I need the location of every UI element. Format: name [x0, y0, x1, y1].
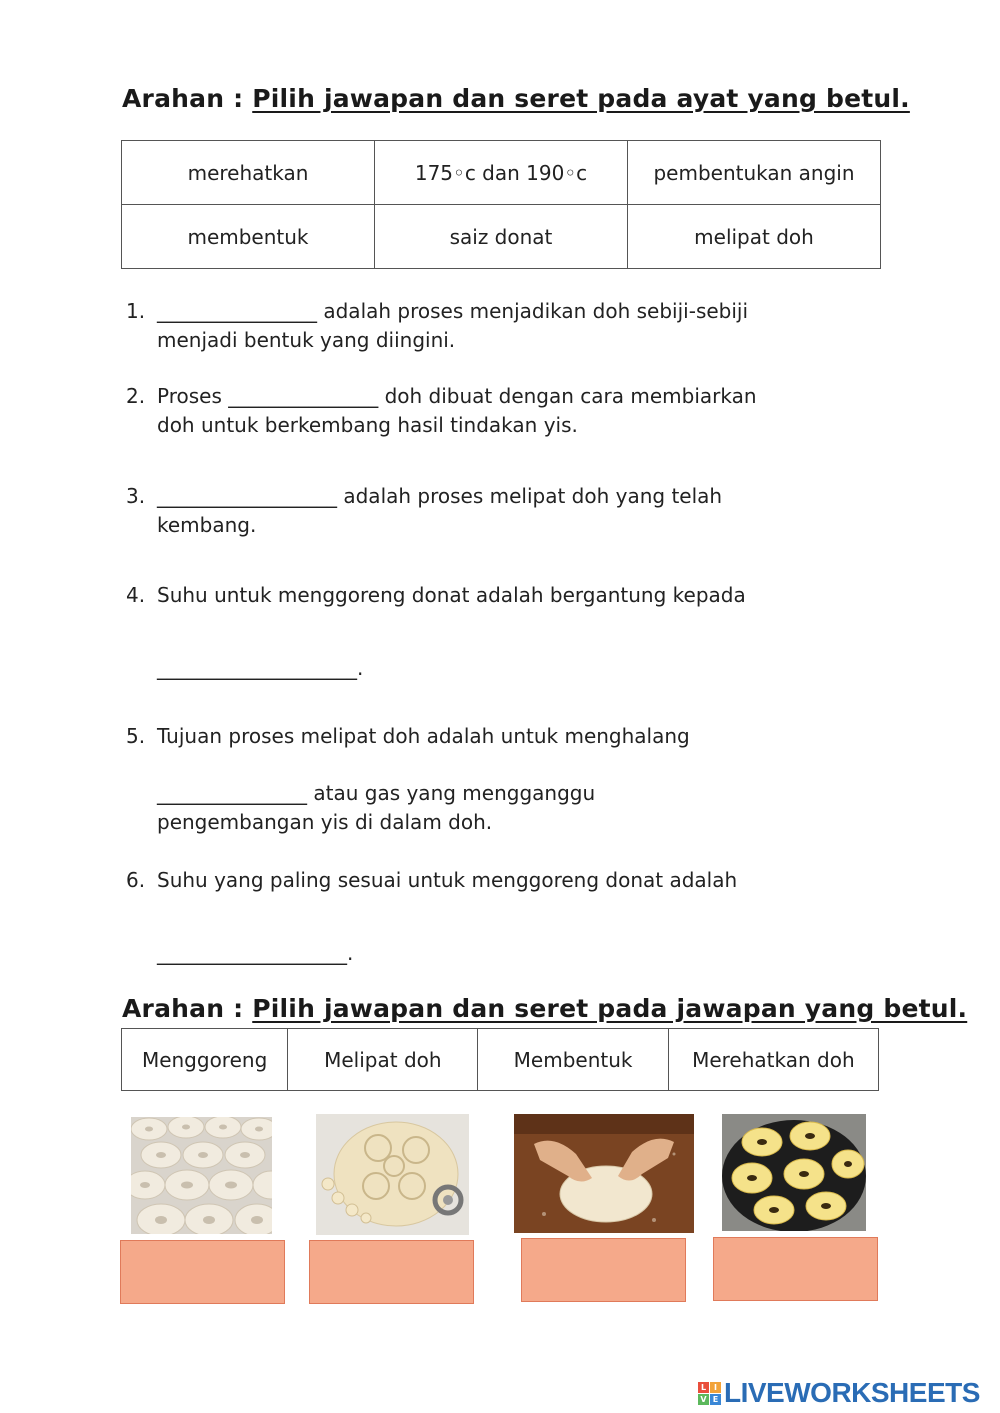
- question-text: Tujuan proses melipat doh adalah untuk menghalang: [157, 724, 690, 748]
- word-bank-2: [121, 1028, 879, 1091]
- word-chip[interactable]: Menggoreng: [122, 1029, 288, 1091]
- question-number: 1.: [126, 299, 146, 323]
- section2-instruction: [122, 994, 967, 1023]
- cut-donut-image: [316, 1114, 469, 1235]
- question-2: [126, 382, 866, 440]
- question-text: doh untuk berkembang hasil tindakan yis.: [157, 413, 578, 437]
- word-chip[interactable]: Membentuk: [478, 1029, 668, 1091]
- frying-donuts-image: [722, 1114, 866, 1231]
- logo-mark-icon: [698, 1382, 721, 1405]
- answer-blank[interactable]: ___________________.: [157, 941, 354, 965]
- logo-mark-letter: V: [698, 1394, 709, 1405]
- word-chip[interactable]: melipat doh: [628, 205, 881, 269]
- question-3: [126, 482, 866, 540]
- question-number: 2.: [126, 384, 146, 408]
- question-text: kembang.: [157, 513, 257, 537]
- word-chip[interactable]: Melipat doh: [288, 1029, 478, 1091]
- question-5: [126, 722, 866, 837]
- liveworksheets-logo: [698, 1377, 980, 1409]
- question-number: 3.: [126, 484, 146, 508]
- instruction-label: Arahan :: [122, 994, 244, 1023]
- word-chip[interactable]: saiz donat: [375, 205, 628, 269]
- question-text[interactable]: __________________ adalah proses melipat doh yang telah: [157, 484, 723, 508]
- drop-zone-2[interactable]: [309, 1240, 474, 1304]
- question-6: [126, 866, 866, 968]
- logo-mark-letter: E: [710, 1394, 721, 1405]
- drop-zone-3[interactable]: [521, 1238, 686, 1302]
- word-chip[interactable]: pembentukan angin: [628, 141, 881, 205]
- word-chip[interactable]: membentuk: [122, 205, 375, 269]
- word-chip[interactable]: Merehatkan doh: [668, 1029, 878, 1091]
- kneading-dough-image: [514, 1114, 694, 1233]
- question-number: 4.: [126, 583, 146, 607]
- instruction-text: Pilih jawapan dan seret pada jawapan yang betul.: [252, 994, 968, 1023]
- question-text: Suhu untuk menggoreng donat adalah bergantung kepada: [157, 583, 746, 607]
- word-chip[interactable]: merehatkan: [122, 141, 375, 205]
- drop-zone-4[interactable]: [713, 1237, 878, 1301]
- logo-wordmark: LIVEWORKSHEETS: [724, 1377, 980, 1408]
- question-4: [126, 581, 866, 683]
- question-1: [126, 297, 866, 355]
- drop-zone-1[interactable]: [120, 1240, 285, 1304]
- section1-instruction: [122, 84, 910, 113]
- question-number: 6.: [126, 868, 146, 892]
- logo-mark-letter: I: [710, 1382, 721, 1393]
- answer-blank[interactable]: ____________________.: [157, 656, 364, 680]
- question-text[interactable]: Proses _______________ doh dibuat dengan cara membiarkan: [157, 384, 757, 408]
- question-number: 5.: [126, 724, 146, 748]
- question-text: Suhu yang paling sesuai untuk menggoreng donat adalah: [157, 868, 738, 892]
- question-text: menjadi bentuk yang diingini.: [157, 328, 456, 352]
- word-chip[interactable]: 175◦c dan 190◦c: [375, 141, 628, 205]
- instruction-text: Pilih jawapan dan seret pada ayat yang betul.: [252, 84, 910, 113]
- answer-blank[interactable]: _______________ atau gas yang mengganggu: [157, 781, 596, 805]
- word-bank-1: [121, 140, 881, 269]
- logo-mark-letter: L: [698, 1382, 709, 1393]
- resting-dough-image: [131, 1117, 272, 1234]
- question-text: pengembangan yis di dalam doh.: [157, 810, 493, 834]
- instruction-label: Arahan :: [122, 84, 244, 113]
- question-text[interactable]: ________________ adalah proses menjadikan doh sebiji-sebiji: [157, 299, 749, 323]
